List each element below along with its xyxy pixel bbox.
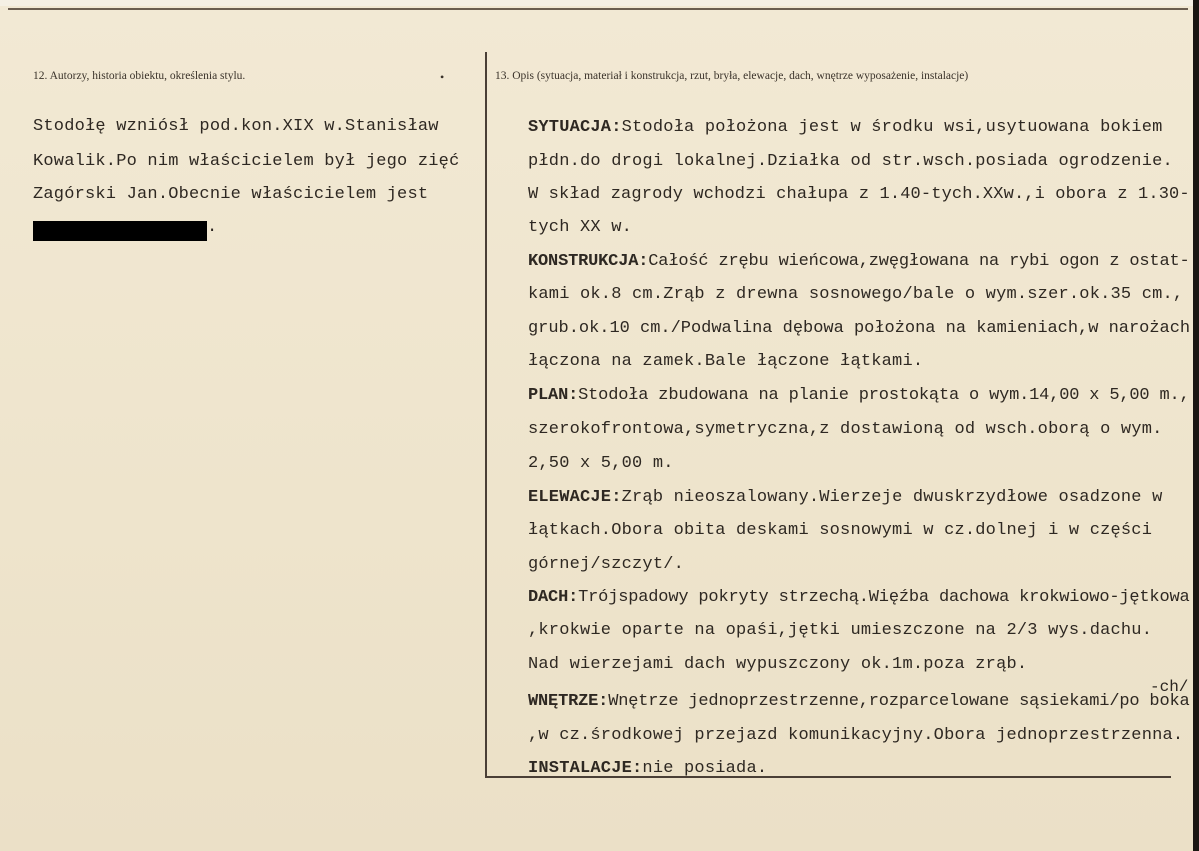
description-line: łątkach.Obora obita deskami sosnowymi w cz.dolnej i w części: [528, 521, 1153, 540]
description-line: łączona na zamek.Bale łączone łątkami.: [528, 352, 924, 371]
description-line: INSTALACJE:nie posiada.: [528, 759, 768, 778]
redaction-period: .: [207, 218, 218, 237]
description-line: szerokofrontowa,symetryczna,z dostawioną od wsch.oborą o wym.: [528, 420, 1163, 439]
field-13-header: 13. Opis (sytuacja, materiał i konstrukcja, rzut, bryła, elewacje, dach, wnętrze wyposażenie, instalacje): [495, 70, 969, 82]
paper-top-edge: [0, 0, 1199, 6]
margin-correction: -ch/: [1150, 678, 1189, 696]
section-label: PLAN:: [528, 386, 579, 405]
section-label: SYTUACJA:: [528, 118, 622, 137]
description-line: KONSTRUKCJA:Całość zrębu wieńcowa,zwęgłowana na rybi ogon z ostat-: [528, 252, 1190, 271]
redaction-bar: [33, 221, 207, 241]
description-line: DACH:Trójspadowy pokryty strzechą.Więźba dachowa krokwiowo-jętkowa: [528, 588, 1190, 607]
scan-right-border: [1193, 0, 1199, 851]
section-label: KONSTRUKCJA:: [528, 252, 649, 271]
section-label: INSTALACJE:: [528, 759, 643, 778]
field-12-header: 12. Autorzy, historia obiektu, określenia stylu.: [33, 70, 246, 82]
description-line: kami ok.8 cm.Zrąb z drewna sosnowego/bale o wym.szer.ok.35 cm.,: [528, 285, 1184, 304]
description-line: PLAN:Stodoła zbudowana na planie prostokąta o wym.14,00 x 5,00 m.,: [528, 386, 1190, 405]
description-line: W skład zagrody wchodzi chałupa z 1.40-tych.XXw.,i obora z 1.30-: [528, 185, 1190, 204]
stray-mark: •: [440, 70, 445, 84]
section-label: ELEWACJE:: [528, 488, 622, 507]
description-line: górnej/szczyt/.: [528, 555, 685, 574]
description-line: ELEWACJE:Zrąb nieoszalowany.Wierzeje dwuskrzydłowe osadzone w: [528, 488, 1163, 507]
description-line: grub.ok.10 cm./Podwalina dębowa położona na kamieniach,w narożach: [528, 319, 1191, 338]
description-line: tych XX w.: [528, 218, 633, 237]
description-line: Nad wierzejami dach wypuszczony ok.1m.poza zrąb.: [528, 655, 1028, 674]
description-line: SYTUACJA:Stodoła położona jest w środku wsi,usytuowana bokiem: [528, 118, 1163, 137]
top-rule: [8, 8, 1188, 10]
description-line: ,w cz.środkowej przejazd komunikacyjny.Obora jednoprzestrzenna.: [528, 726, 1184, 745]
column-divider: [485, 52, 487, 778]
description-line: 2,50 x 5,00 m.: [528, 454, 674, 473]
history-line: Kowalik.Po nim właścicielem był jego zięć: [33, 152, 460, 171]
description-line: płdn.do drogi lokalnej.Działka od str.wsch.posiada ogrodzenie.: [528, 152, 1173, 171]
history-line: Stodołę wzniósł pod.kon.XIX w.Stanisław: [33, 117, 439, 136]
history-line: Zagórski Jan.Obecnie właścicielem jest: [33, 185, 429, 204]
section-label: WNĘTRZE:: [528, 692, 609, 711]
description-line: WNĘTRZE:Wnętrze jednoprzestrzenne,rozparcelowane sąsiekami/po boka: [528, 692, 1190, 711]
description-line: ,krokwie oparte na opaśi,jętki umieszczone na 2/3 wys.dachu.: [528, 621, 1153, 640]
section-label: DACH:: [528, 588, 579, 607]
